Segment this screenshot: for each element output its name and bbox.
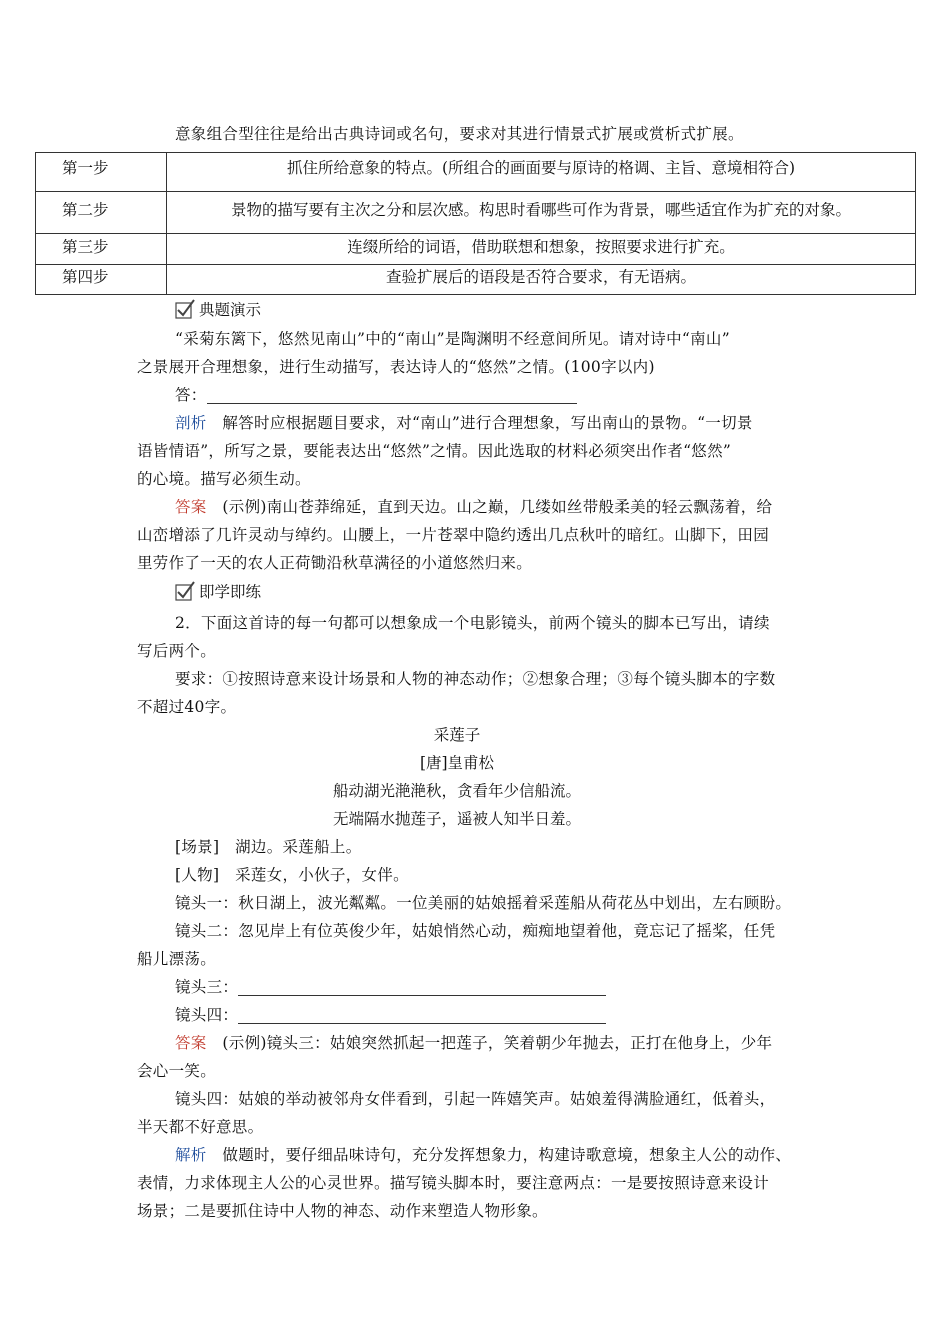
intro-text: 意象组合型往往是给出古典诗词或名句，要求对其进行情景式扩展或赏析式扩展。 [175,125,744,143]
table-row [36,234,916,265]
answer-tag: 答案 [175,1034,207,1052]
step-text: 景物的描写要有主次之分和层次感。构思时看哪些可作为背景，哪些适宜作为扩充的对象。 [167,192,916,234]
analysis-line: 语皆情语”，所写之景，要能表达出“悠然”之情。因此选取的材料必须突出作者“悠然” [137,442,732,460]
shot-line: 镜头二：忽见岸上有位英俊少年，姑娘悄然心动，痴痴地望着他，竟忘记了摇桨，任凭 [175,922,776,940]
shot3-blank[interactable] [238,981,606,996]
analysis-text: 解答时应根据题目要求，对“南山”进行合理想象，写出南山的景物。“一切景 [222,414,753,432]
shot-line: 船儿漂荡。 [137,950,217,968]
table-row [36,192,916,234]
analysis-line: 场景；二是要抓住诗中人物的神态、动作来塑造人物形象。 [137,1202,548,1220]
answer-blank[interactable] [207,389,577,404]
section-heading-text: 典题演示 [199,301,262,319]
answer-line [175,383,577,405]
sample-answer-line: 会心一笑。 [137,1062,217,1080]
sample-answer-line: 半天都不好意思。 [137,1118,264,1136]
step-label: 第二步 [36,192,167,234]
section-heading-text: 即学即练 [199,583,262,601]
answer-tag: 答案 [175,498,207,516]
requirement-line: 不超过40字。 [137,698,237,716]
answer-label: 答： [175,386,207,404]
analysis-text: 做题时，要仔细品味诗句，充分发挥想象力，构建诗歌意境，想象主人公的动作、 [222,1146,792,1164]
section-heading-practice [175,580,261,602]
question-line: “采菊东篱下，悠然见南山”中的“南山”是陶渊明不经意间所见。请对诗中“南山” [175,330,730,348]
checkbox-check-icon [175,299,195,319]
shot3-label: 镜头三： [175,978,239,996]
requirement-line: 要求：①按照诗意来设计场景和人物的神态动作；②想象合理；③每个镜头脚本的字数 [175,670,776,688]
poem-author: [唐]皇甫松 [419,754,495,772]
analysis-tag: 解析 [175,1146,207,1164]
poem-title: 采莲子 [433,726,481,744]
steps-table [35,152,916,295]
table-row [36,153,916,192]
step-label: 第四步 [36,265,167,295]
problem-line: 2．下面这首诗的每一句都可以想象成一个电影镜头，前两个镜头的脚本已写出，请续 [175,614,770,632]
scene-line: [场景] 湖边。采莲船上。 [175,838,362,856]
analysis-line [175,411,753,433]
step-label: 第一步 [36,153,167,192]
analysis-line [175,1143,791,1165]
sample-answer-text: (示例)南山苍莽绵延，直到天边。山之巅，几缕如丝带般柔美的轻云飘荡着，给 [222,498,773,516]
people-line: [人物] 采莲女，小伙子，女伴。 [175,866,409,884]
shot4-blank[interactable] [238,1009,606,1024]
sample-answer-line [175,495,772,517]
sample-answer-line: 山峦增添了几许灵动与绰约。山腰上，一片苍翠中隐约透出几点秋叶的暗红。山脚下，田园 [137,526,770,544]
step-text: 连缀所给的词语，借助联想和想象，按照要求进行扩充。 [167,234,916,265]
step-label: 第三步 [36,234,167,265]
step-text: 抓住所给意象的特点。(所组合的画面要与原诗的格调、主旨、意境相符合) [167,153,916,192]
shot4-line [175,1003,606,1025]
analysis-tag: 剖析 [175,414,207,432]
analysis-line: 的心境。描写必须生动。 [137,470,311,488]
shot4-label: 镜头四： [175,1006,239,1024]
shot-line: 镜头一：秋日湖上，波光粼粼。一位美丽的姑娘摇着采莲船从荷花丛中划出，左右顾盼。 [175,894,792,912]
step-text: 查验扩展后的语段是否符合要求，有无语病。 [167,265,916,295]
analysis-line: 表情，力求体现主人公的心灵世界。描写镜头脚本时，要注意两点：一是要按照诗意来设计 [137,1174,770,1192]
question-line: 之景展开合理想象，进行生动描写，表达诗人的“悠然”之情。(100字以内) [137,358,655,376]
poem-line: 船动湖光滟滟秋，贪看年少信船流。 [332,782,581,800]
table-row [36,265,916,295]
section-heading-demo [175,298,261,320]
sample-answer-text: (示例)镜头三：姑娘突然抓起一把莲子，笑着朝少年抛去，正打在他身上，少年 [222,1034,773,1052]
checkbox-check-icon [175,581,195,601]
sample-answer-line [175,1031,772,1053]
poem-line: 无端隔水抛莲子，遥被人知半日羞。 [332,810,581,828]
problem-line: 写后两个。 [137,642,217,660]
sample-answer-line: 里劳作了一天的农人正荷锄沿秋草满径的小道悠然归来。 [137,554,533,572]
shot3-line [175,975,606,997]
sample-answer-line: 镜头四：姑娘的举动被邻舟女伴看到，引起一阵嬉笑声。姑娘羞得满脸通红，低着头， [175,1090,776,1108]
